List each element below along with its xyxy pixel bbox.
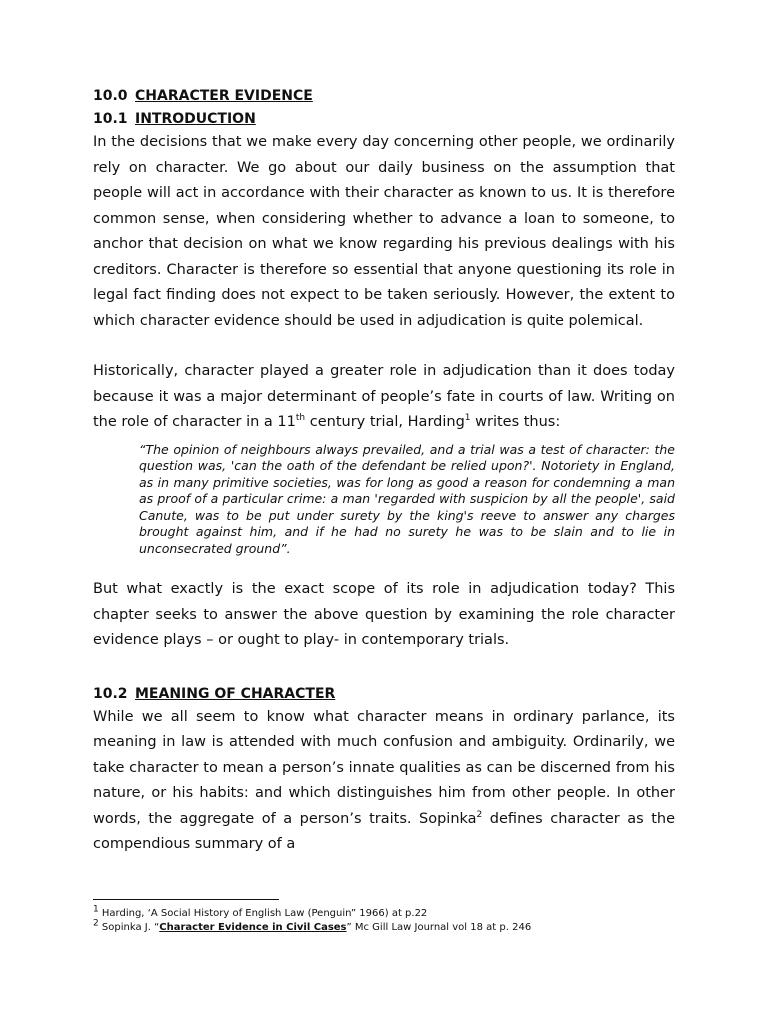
footnote-1-marker: 1 — [93, 904, 99, 915]
footnote-2-post: ” Mc Gill Law Journal vol 18 at p. 246 — [346, 922, 532, 933]
footnotes — [93, 899, 675, 935]
footnote-2-marker: 2 — [93, 918, 99, 929]
section-title: CHARACTER EVIDENCE — [135, 88, 313, 104]
section-10-1-heading — [93, 109, 675, 129]
footnote-2 — [93, 918, 675, 935]
meaning-paragraph-1 — [93, 705, 675, 858]
footnote-1-text: Harding, ‘A Social History of English Law (Penguin” 1966) at p.22 — [98, 908, 428, 919]
section-number: 10.1 — [93, 111, 128, 127]
intro-paragraph-2-text-a: Historically, character played a greater role in adjudication than it does today because it was a major determinant of people’s fate in courts of law. Writing on the role of character in a 11 — [93, 363, 675, 430]
footnote-2-pre: Sopinka J. “ — [98, 922, 160, 933]
section-number: 10.0 — [93, 88, 128, 104]
document-page — [93, 86, 675, 858]
footnote-ref-1: 1 — [464, 413, 471, 424]
harding-quote: “The opinion of neighbours always prevailed, and a trial was a test of character: the question was, 'can the oath of the defendant be relied upon?'. Notoriety in England, as in many primitive societies, was for long as good a reason for condemning a man as proof of a particular crime: a man 'regarded with suspicion by all the people', said Canute, was to be put under surety by the king's reeve to answer any charges brought against him, and if he had no surety he was to be slain and to lie in unconsecrated ground”. — [139, 441, 675, 556]
section-10-0-heading — [93, 86, 675, 106]
meaning-paragraph-1-text-b: defines character as the compendious summary of a — [93, 810, 675, 852]
section-title: MEANING OF CHARACTER — [135, 685, 336, 702]
footnote-2-title: Character Evidence in Civil Cases — [159, 922, 347, 933]
intro-paragraph-3: But what exactly is the exact scope of its role in adjudication today? This chapter seeks to answer the above question by examining the role character evidence plays – or ought to play- in contemporary trials. — [93, 581, 675, 648]
meaning-paragraph-1-text-a: While we all seem to know what character means in ordinary parlance, its meaning in law is attended with much confusion and ambiguity. Ordinarily, we take character to mean a person’s innate qualities as can be discerned from his nature, or his habits: and which distinguishes him from other people. In other words, the aggregate of a person’s traits. Sopinka — [93, 708, 675, 827]
footnote-1 — [93, 904, 675, 921]
footnote-ref-2: 2 — [476, 809, 483, 820]
intro-paragraph-2-text-c: writes thus: — [470, 414, 561, 430]
footnote-divider — [93, 899, 279, 900]
intro-paragraph-2 — [93, 359, 675, 436]
intro-paragraph-2-text-b: century trial, Harding — [305, 414, 465, 430]
section-10-2-heading — [93, 684, 675, 704]
intro-paragraph-1: In the decisions that we make every day concerning other people, we ordinarily rely on character. We go about our daily business on the assumption that people will act in accordance with their character as known to us. It is therefore common sense, when considering whether to advance a loan to someone, to anchor that decision on what we know regarding his previous dealings with his creditors. Character is therefore so essential that anyone questioning its role in legal fact finding does not expect to be taken seriously. However, the extent to which character evidence should be used in adjudication is quite polemical. — [93, 134, 675, 329]
section-number: 10.2 — [93, 685, 128, 702]
section-title: INTRODUCTION — [135, 111, 256, 127]
ordinal-superscript: th — [295, 413, 306, 424]
